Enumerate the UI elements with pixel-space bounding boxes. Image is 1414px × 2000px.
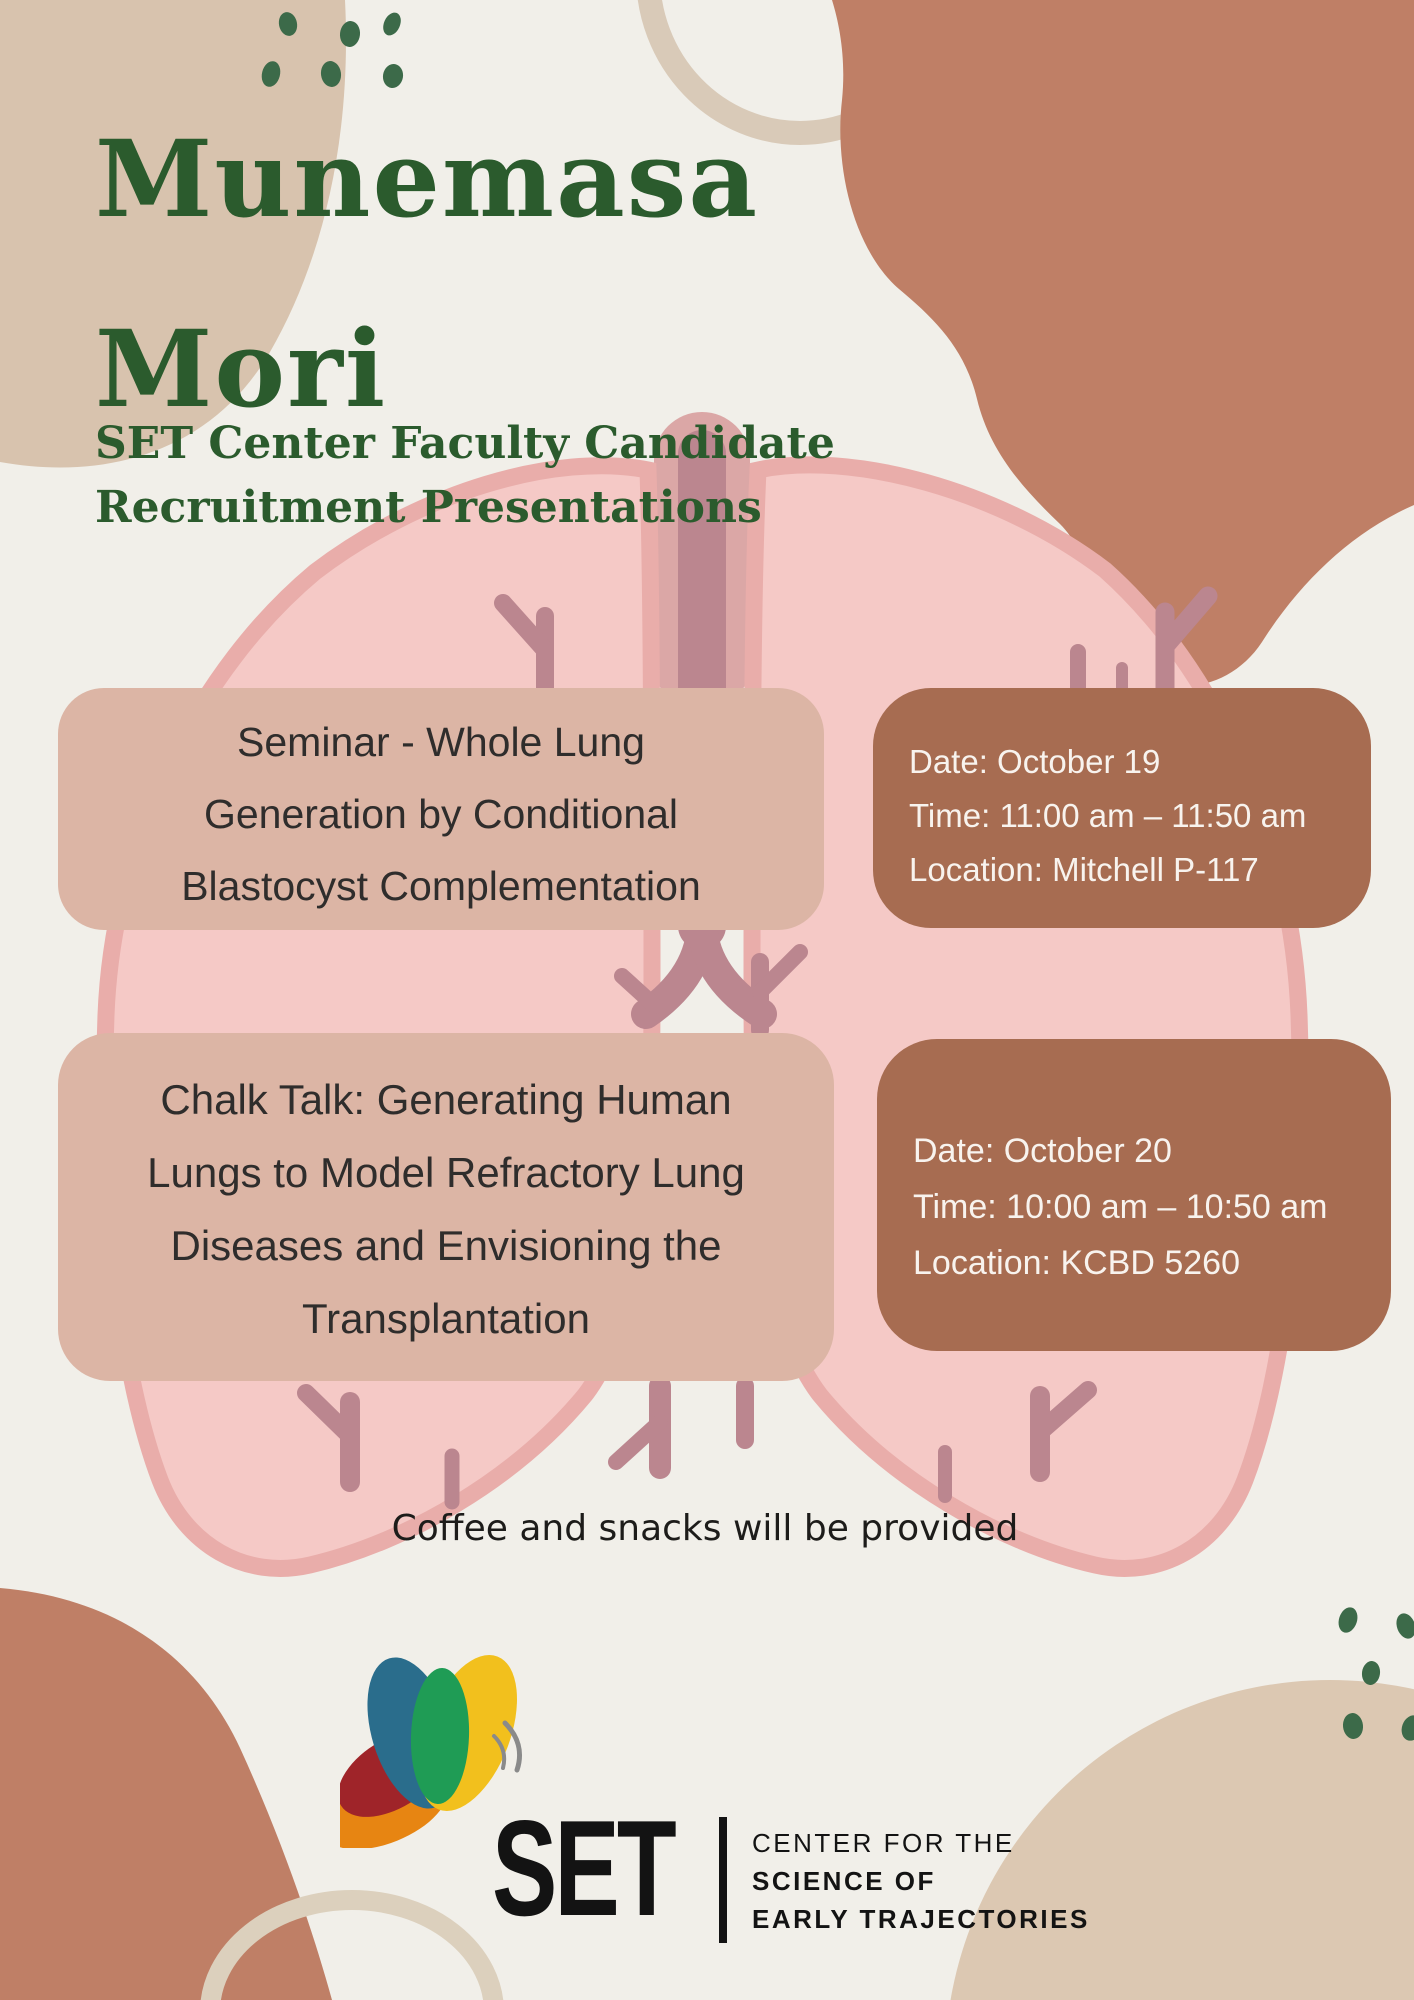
lungs-illustration (105, 412, 1301, 1568)
terracotta-blob-bottom-left (0, 1588, 332, 2000)
logo-acronym: SET (492, 1792, 674, 1944)
chalk-talk-time: Time: 10:00 am – 10:50 am (913, 1188, 1328, 1226)
left-lung (105, 466, 652, 1569)
chalk-talk-title-line: Lungs to Model Refractory Lung (147, 1149, 745, 1196)
seminar-date: Date: October 19 (909, 743, 1161, 780)
refreshments-note: Coffee and snacks will be provided (391, 1508, 1019, 1549)
logo-org-name (752, 1824, 1090, 1938)
title-line-1: Munemasa (95, 116, 760, 241)
seminar-title-line: Generation by Conditional (203, 791, 679, 837)
subtitle-line-2: Recruitment Presentations (95, 482, 762, 533)
chalk-talk-title-line: Transplantation (302, 1295, 590, 1342)
seminar-info-panel (873, 688, 1371, 928)
poster-subtitle (95, 412, 835, 540)
seminar-location: Location: Mitchell P-117 (909, 851, 1259, 888)
poster-title (95, 84, 759, 464)
chalk-talk-date: Date: October 20 (913, 1132, 1172, 1170)
chalk-talk-title-line: Chalk Talk: Generating Human (160, 1076, 732, 1123)
subtitle-line-1: SET Center Faculty Candidate (95, 418, 835, 469)
logo-org-line-3: EARLY TRAJECTORIES (752, 1904, 1090, 1934)
title-line-2: Mori (95, 306, 388, 431)
chalk-talk-title-panel (58, 1033, 834, 1381)
logo-divider (719, 1817, 727, 1943)
seminar-title-line: Seminar - Whole Lung (237, 719, 645, 765)
seminar-title-panel (58, 688, 824, 930)
seminar-time: Time: 11:00 am – 11:50 am (909, 797, 1307, 834)
seminar-title-line: Blastocyst Complementation (181, 863, 701, 909)
chalk-talk-info-panel (877, 1039, 1391, 1351)
chalk-talk-location: Location: KCBD 5260 (913, 1244, 1240, 1282)
chalk-talk-title-line: Diseases and Envisioning the (170, 1222, 722, 1269)
logo-org-line-2: SCIENCE OF (752, 1866, 936, 1896)
logo-org-line-1: CENTER FOR THE (752, 1828, 1015, 1858)
